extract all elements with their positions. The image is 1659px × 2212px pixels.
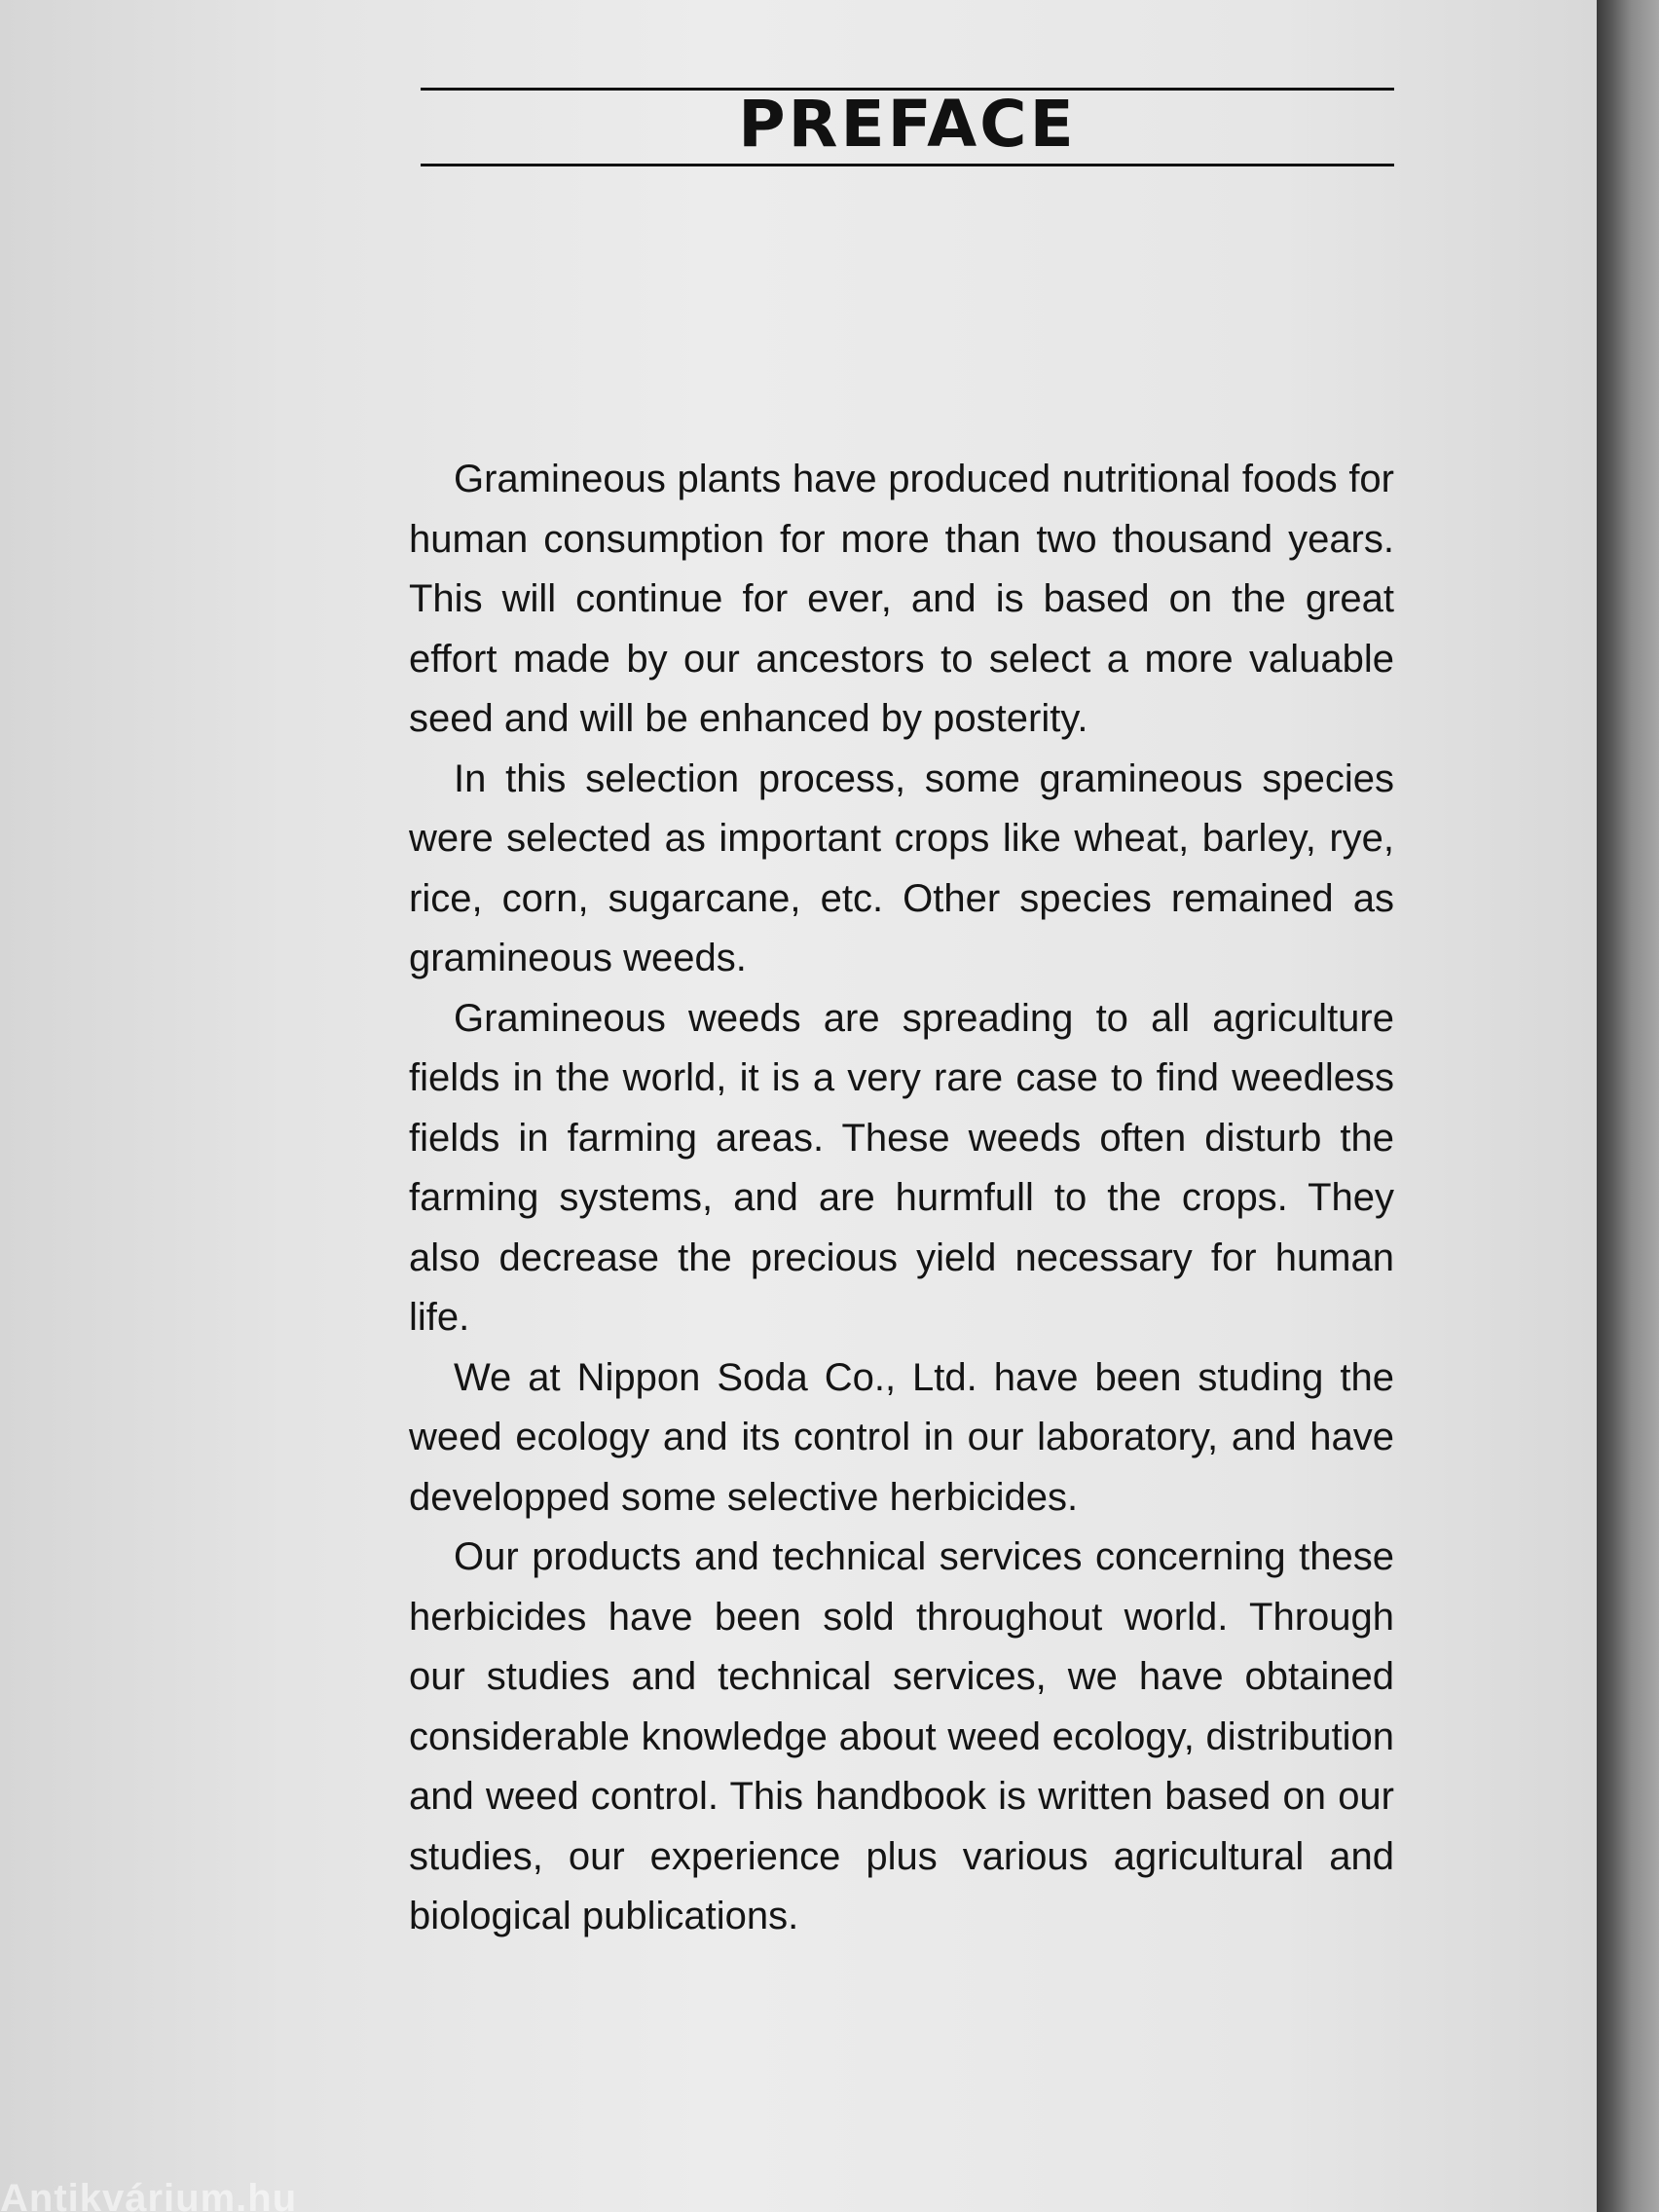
- book-spine: [1597, 0, 1659, 2212]
- paragraph: In this selection process, some gramineous species were selected as important crops like wheat, barley, rye, rice, corn, sugarcane, etc. Other species remained as gramineous weeds.: [409, 756, 1394, 979]
- paragraph: Gramineous plants have produced nutritional foods for human consumption for more than two thousand years. This will continue for ever, and is based on the great effort made by our ancestors to select a more valuable seed and will be enhanced by posterity.: [409, 458, 1394, 740]
- paragraph: Our products and technical services concerning these herbicides have been sold throughout world. Through our studies and technical services, we have obtained considerable knowledge about weed ecology, distribution and weed control. This handbook is written based on our studies, our experience plus various agricultural and biological publications.: [409, 1535, 1394, 1937]
- paragraph: We at Nippon Soda Co., Ltd. have been studing the weed ecology and its control in our laboratory, and have developped some selective herbicides.: [409, 1355, 1394, 1519]
- preface-body: [409, 450, 1394, 1947]
- title-rule-bottom: [421, 164, 1394, 166]
- paragraph: Gramineous weeds are spreading to all agriculture fields in the world, it is a very rare case to find weedless fields in farming areas. These weeds often disturb the farming systems, and are hurmfull to the crops. They also decrease the precious yield necessary for human life.: [409, 996, 1394, 1339]
- page-title: PREFACE: [738, 87, 1077, 162]
- watermark: Antikvárium.hu: [0, 2177, 298, 2212]
